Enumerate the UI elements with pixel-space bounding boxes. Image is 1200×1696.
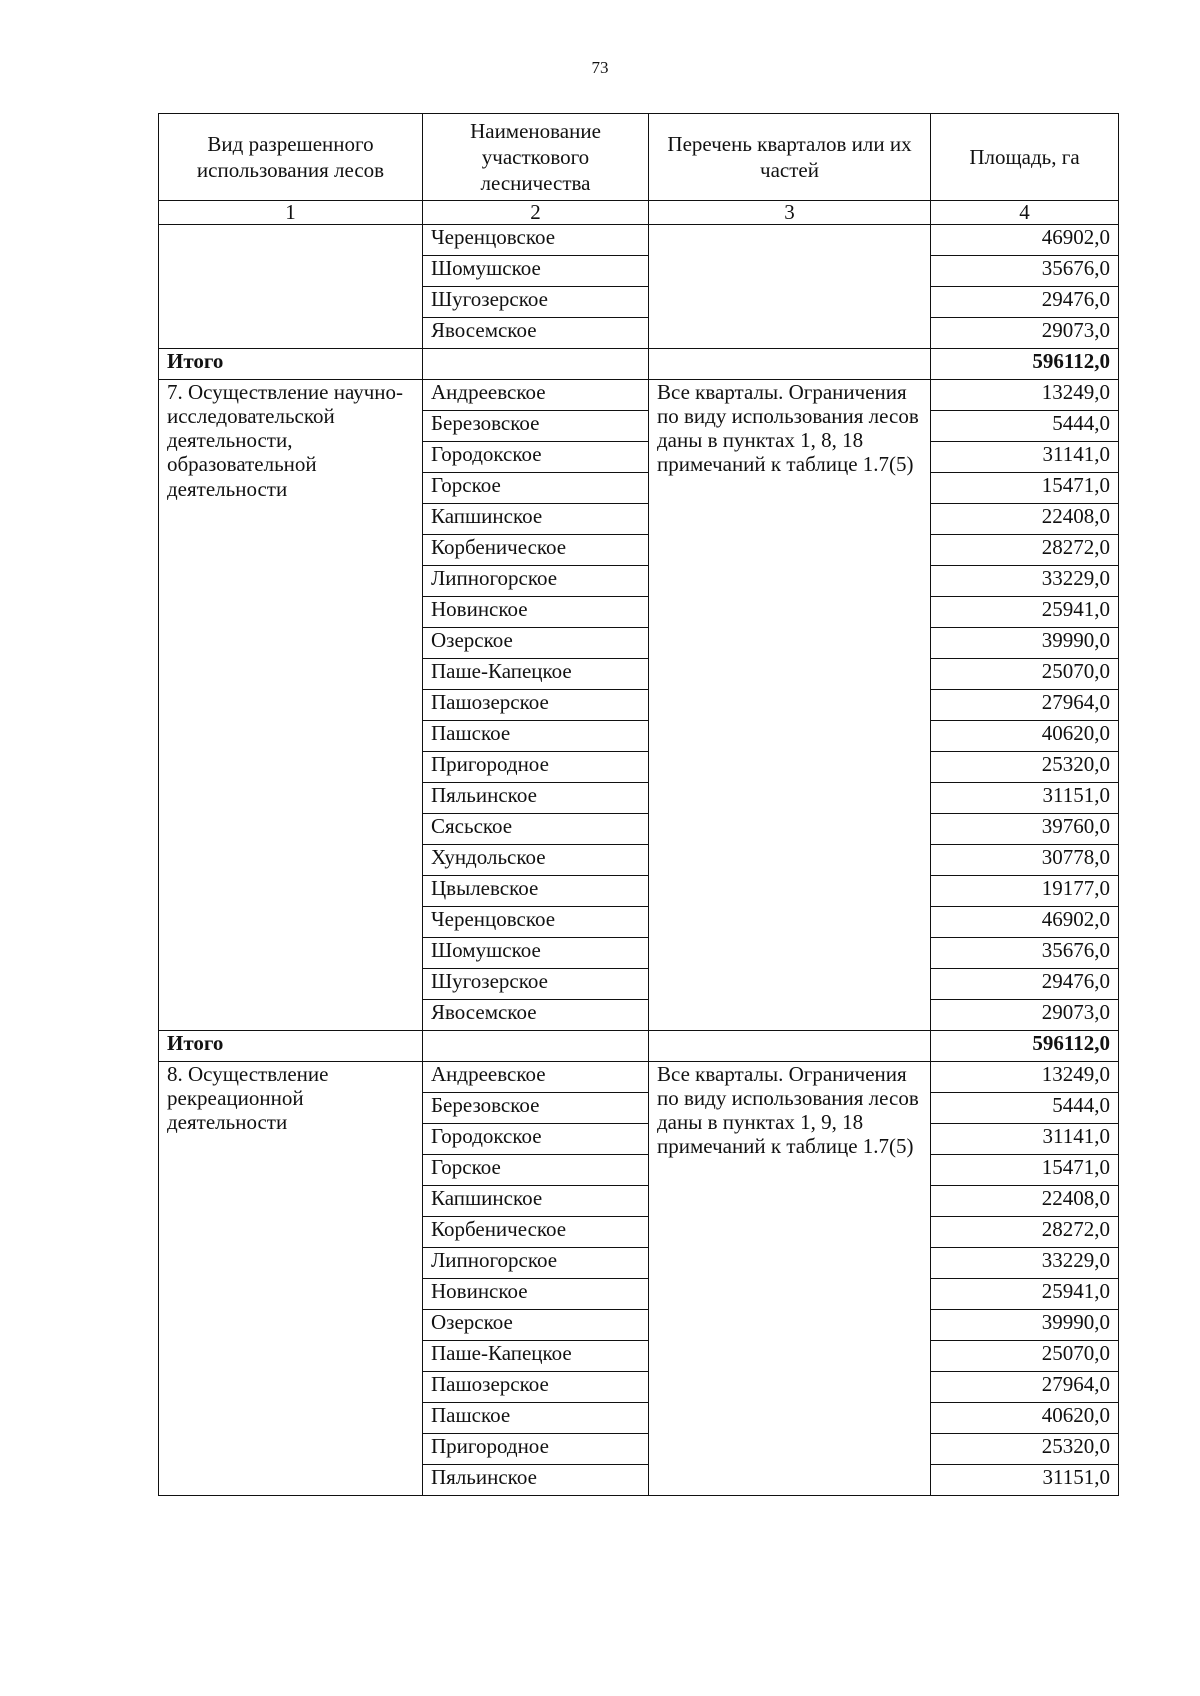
table-row [159,380,1119,411]
area-cell: 29073,0 [931,1000,1119,1031]
area-cell: 31141,0 [931,442,1119,473]
forestry-name-cell: Горское [423,473,649,504]
forestry-name-cell: Липногорское [423,566,649,597]
area-cell: 5444,0 [931,411,1119,442]
column-number: 1 [159,201,423,225]
use-type-cell: 7. Осуществление научно-исследовательской деятельности, образовательной деятельности [159,380,423,1031]
forestry-name-cell: Городокское [423,442,649,473]
forestry-name-cell: Березовское [423,411,649,442]
area-cell: 39990,0 [931,1310,1119,1341]
total-area: 596112,0 [931,349,1119,380]
column-number: 3 [649,201,931,225]
area-cell: 35676,0 [931,256,1119,287]
column-number-row [159,201,1119,225]
quarters-cell: Все кварталы. Ограничения по виду использования лесов даны в пунктах 1, 9, 18 примечаний к таблице 1.7(5) [649,1062,931,1496]
area-cell: 39990,0 [931,628,1119,659]
empty-cell [649,349,931,380]
area-cell: 40620,0 [931,721,1119,752]
area-cell: 25070,0 [931,1341,1119,1372]
area-cell: 31151,0 [931,1465,1119,1496]
forestry-name-cell: Озерское [423,628,649,659]
forestry-name-cell: Капшинское [423,504,649,535]
use-type-cell [159,225,423,349]
forestry-name-cell: Паше-Капецкое [423,659,649,690]
forestry-name-cell: Корбеническое [423,535,649,566]
forestry-name-cell: Явосемское [423,1000,649,1031]
area-cell: 29073,0 [931,318,1119,349]
forestry-name-cell: Черенцовское [423,907,649,938]
forestry-name-cell: Шугозерское [423,287,649,318]
total-row [159,1031,1119,1062]
area-cell: 22408,0 [931,1186,1119,1217]
area-cell: 5444,0 [931,1093,1119,1124]
area-cell: 40620,0 [931,1403,1119,1434]
forestry-name-cell: Горское [423,1155,649,1186]
area-cell: 25320,0 [931,752,1119,783]
empty-cell [423,349,649,380]
forestry-name-cell: Новинское [423,1279,649,1310]
total-label: Итого [159,1031,423,1062]
forestry-name-cell: Пригородное [423,752,649,783]
area-cell: 28272,0 [931,535,1119,566]
forestry-name-cell: Липногорское [423,1248,649,1279]
table-row [159,1062,1119,1093]
use-type-cell: 8. Осуществление рекреационной деятельности [159,1062,423,1496]
area-cell: 25941,0 [931,597,1119,628]
forestry-name-cell: Городокское [423,1124,649,1155]
column-number: 2 [423,201,649,225]
area-cell: 29476,0 [931,287,1119,318]
forestry-name-cell: Пашозерское [423,1372,649,1403]
empty-cell [423,1031,649,1062]
area-cell: 27964,0 [931,1372,1119,1403]
forestry-name-cell: Пяльинское [423,1465,649,1496]
forestry-name-cell: Озерское [423,1310,649,1341]
forestry-name-cell: Капшинское [423,1186,649,1217]
forestry-name-cell: Хундольское [423,845,649,876]
forestry-name-cell: Пригородное [423,1434,649,1465]
forestry-name-cell: Шомушское [423,256,649,287]
empty-cell [649,1031,931,1062]
area-cell: 46902,0 [931,225,1119,256]
total-label: Итого [159,349,423,380]
forestry-name-cell: Цвылевское [423,876,649,907]
header-quarters: Перечень кварталов или их частей [649,114,931,201]
area-cell: 13249,0 [931,1062,1119,1093]
area-cell: 31141,0 [931,1124,1119,1155]
forestry-name-cell: Пашское [423,721,649,752]
forestry-name-cell: Пашозерское [423,690,649,721]
area-cell: 31151,0 [931,783,1119,814]
quarters-cell: Все кварталы. Ограничения по виду использования лесов даны в пунктах 1, 8, 18 примечаний к таблице 1.7(5) [649,380,931,1031]
area-cell: 15471,0 [931,473,1119,504]
total-area: 596112,0 [931,1031,1119,1062]
area-cell: 15471,0 [931,1155,1119,1186]
header-forestry-name: Наименование участкового лесничества [423,114,649,201]
area-cell: 46902,0 [931,907,1119,938]
table-body [159,225,1119,1496]
quarters-cell [649,225,931,349]
forestry-name-cell: Корбеническое [423,1217,649,1248]
forestry-name-cell: Андреевское [423,380,649,411]
area-cell: 27964,0 [931,690,1119,721]
forestry-name-cell: Пашское [423,1403,649,1434]
forestry-name-cell: Пяльинское [423,783,649,814]
area-cell: 22408,0 [931,504,1119,535]
area-cell: 28272,0 [931,1217,1119,1248]
forestry-name-cell: Шугозерское [423,969,649,1000]
area-cell: 35676,0 [931,938,1119,969]
table-row [159,225,1119,256]
header-area: Площадь, га [931,114,1119,201]
forestry-name-cell: Сясьское [423,814,649,845]
area-cell: 39760,0 [931,814,1119,845]
page-number: 73 [591,58,609,77]
forestry-name-cell: Паше-Капецкое [423,1341,649,1372]
forestry-name-cell: Шомушское [423,938,649,969]
forestry-name-cell: Черенцовское [423,225,649,256]
forest-use-table [158,113,1119,1496]
area-cell: 25070,0 [931,659,1119,690]
area-cell: 19177,0 [931,876,1119,907]
forestry-name-cell: Новинское [423,597,649,628]
forestry-name-cell: Березовское [423,1093,649,1124]
column-number: 4 [931,201,1119,225]
forestry-name-cell: Явосемское [423,318,649,349]
table-header-row [159,114,1119,201]
area-cell: 29476,0 [931,969,1119,1000]
forestry-name-cell: Андреевское [423,1062,649,1093]
area-cell: 13249,0 [931,380,1119,411]
area-cell: 30778,0 [931,845,1119,876]
area-cell: 25320,0 [931,1434,1119,1465]
total-row [159,349,1119,380]
area-cell: 25941,0 [931,1279,1119,1310]
area-cell: 33229,0 [931,1248,1119,1279]
header-use-type: Вид разрешенного использования лесов [159,114,423,201]
area-cell: 33229,0 [931,566,1119,597]
